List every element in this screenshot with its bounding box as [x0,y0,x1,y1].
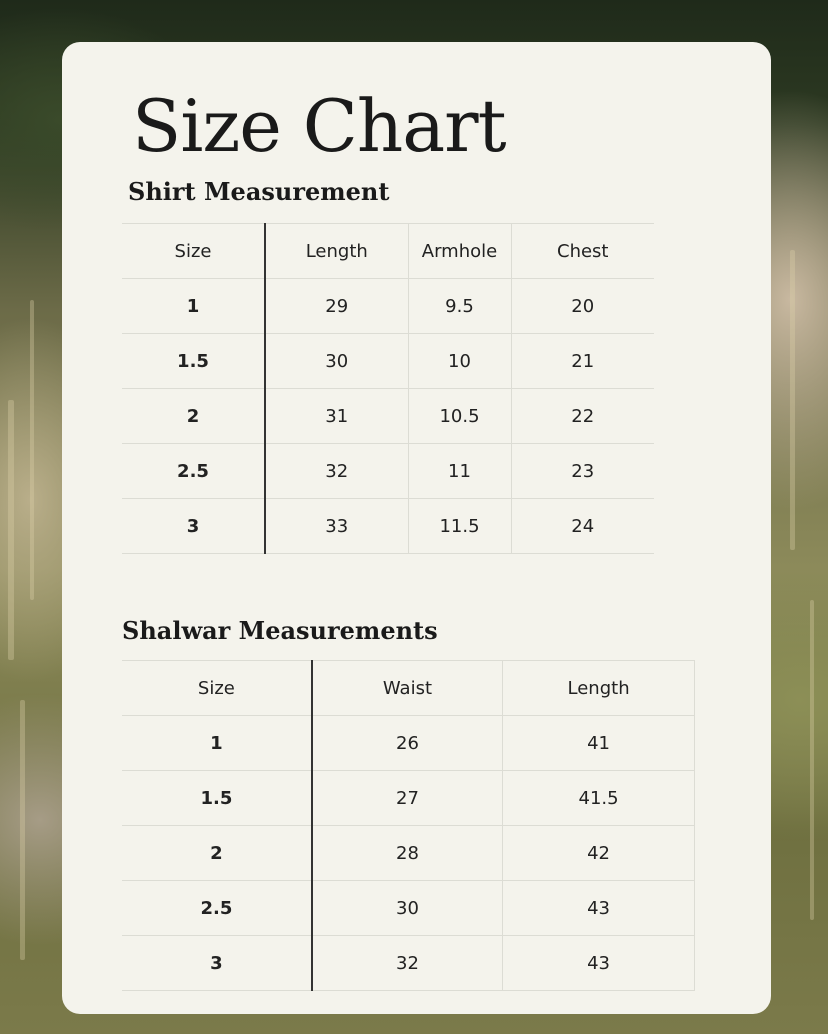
column-header: Chest [511,224,654,279]
size-cell: 2.5 [122,444,265,499]
table-row [122,936,695,991]
chest-cell: 24 [511,499,654,554]
shalwar-table [122,660,695,991]
armhole-cell: 10 [408,334,511,389]
length-cell: 33 [265,499,408,554]
size-chart-card [62,42,771,1014]
size-cell: 2 [122,826,312,881]
table-row [122,716,695,771]
table-row [122,771,695,826]
size-cell: 1.5 [122,771,312,826]
table-row [122,389,654,444]
table-header-row [122,661,695,716]
length-cell: 29 [265,279,408,334]
length-cell: 42 [503,826,695,881]
table-row [122,826,695,881]
length-cell: 43 [503,936,695,991]
table-row [122,334,654,389]
armhole-cell: 9.5 [408,279,511,334]
shirt-table [122,223,654,554]
waist-cell: 32 [312,936,503,991]
table-header-row [122,224,654,279]
column-header: Size [122,661,312,716]
size-cell: 1 [122,716,312,771]
length-cell: 43 [503,881,695,936]
size-cell: 2.5 [122,881,312,936]
armhole-cell: 10.5 [408,389,511,444]
column-header: Waist [312,661,503,716]
column-header: Armhole [408,224,511,279]
column-header: Length [265,224,408,279]
size-cell: 1.5 [122,334,265,389]
length-cell: 32 [265,444,408,499]
table-row [122,444,654,499]
column-header: Length [503,661,695,716]
shirt-heading: Shirt Measurement [128,177,390,206]
armhole-cell: 11.5 [408,499,511,554]
page-title: Size Chart [132,84,506,168]
table-row [122,499,654,554]
chest-cell: 20 [511,279,654,334]
length-cell: 41.5 [503,771,695,826]
chest-cell: 23 [511,444,654,499]
chest-cell: 22 [511,389,654,444]
table-row [122,881,695,936]
size-cell: 3 [122,936,312,991]
size-cell: 3 [122,499,265,554]
waist-cell: 28 [312,826,503,881]
armhole-cell: 11 [408,444,511,499]
length-cell: 30 [265,334,408,389]
waist-cell: 30 [312,881,503,936]
column-header: Size [122,224,265,279]
chest-cell: 21 [511,334,654,389]
length-cell: 31 [265,389,408,444]
length-cell: 41 [503,716,695,771]
size-cell: 2 [122,389,265,444]
waist-cell: 26 [312,716,503,771]
size-cell: 1 [122,279,265,334]
table-row [122,279,654,334]
waist-cell: 27 [312,771,503,826]
shalwar-heading: Shalwar Measurements [122,616,438,645]
